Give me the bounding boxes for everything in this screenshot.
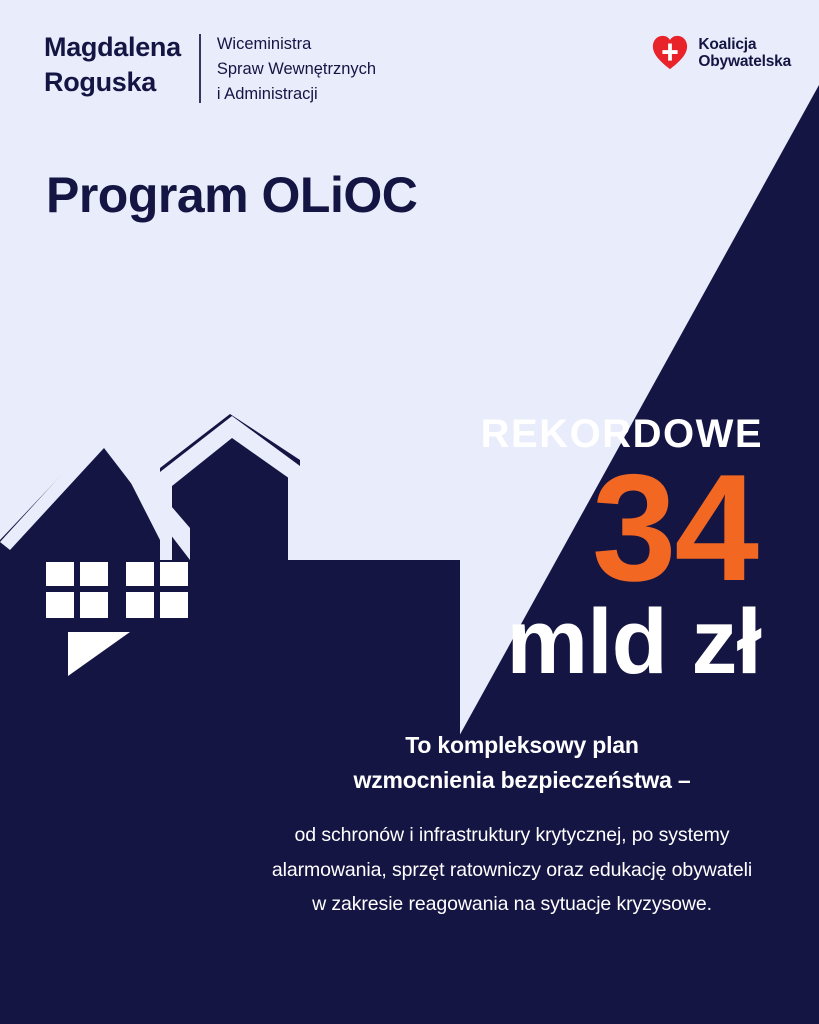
lead-statement: [268, 728, 776, 798]
house-silhouette: [0, 400, 460, 1024]
logo-text: [698, 36, 791, 71]
party-logo: [651, 34, 791, 72]
person-last-name: Roguska: [44, 66, 156, 97]
person-role: [217, 30, 376, 107]
body-line-3: w zakresie reagowania na sytuacje kryzysowe.: [312, 893, 712, 916]
role-line-3: i Administracji: [216, 85, 318, 104]
body-line-2: alarmowania, sprzęt ratowniczy oraz edukację obywateli: [271, 858, 753, 881]
person-first-name: Magdalena: [44, 32, 181, 62]
body-line-1: od schronów i infrastruktury krytycznej, po systemy: [294, 824, 730, 846]
highlight-kicker: REKORDOWE: [480, 412, 763, 456]
logo-text-line-1: Koalicja: [698, 35, 757, 53]
highlight-unit: mld zł: [506, 591, 761, 693]
person-name: [44, 30, 181, 99]
lead-line-1: To kompleksowy plan: [405, 732, 639, 758]
highlight-amount: 34: [591, 443, 757, 613]
heart-icon: [651, 34, 689, 72]
logo-text-line-2: Obywatelska: [698, 53, 791, 70]
header: [44, 30, 376, 107]
page-title: Program OLiOC: [46, 167, 418, 223]
lead-line-2: wzmocnienia bezpieczeństwa –: [353, 766, 691, 793]
vertical-divider: [199, 34, 201, 103]
role-line-2: Spraw Wewnętrznych: [216, 60, 377, 79]
role-line-1: Wiceministra: [216, 35, 312, 53]
body-copy: [248, 818, 776, 922]
